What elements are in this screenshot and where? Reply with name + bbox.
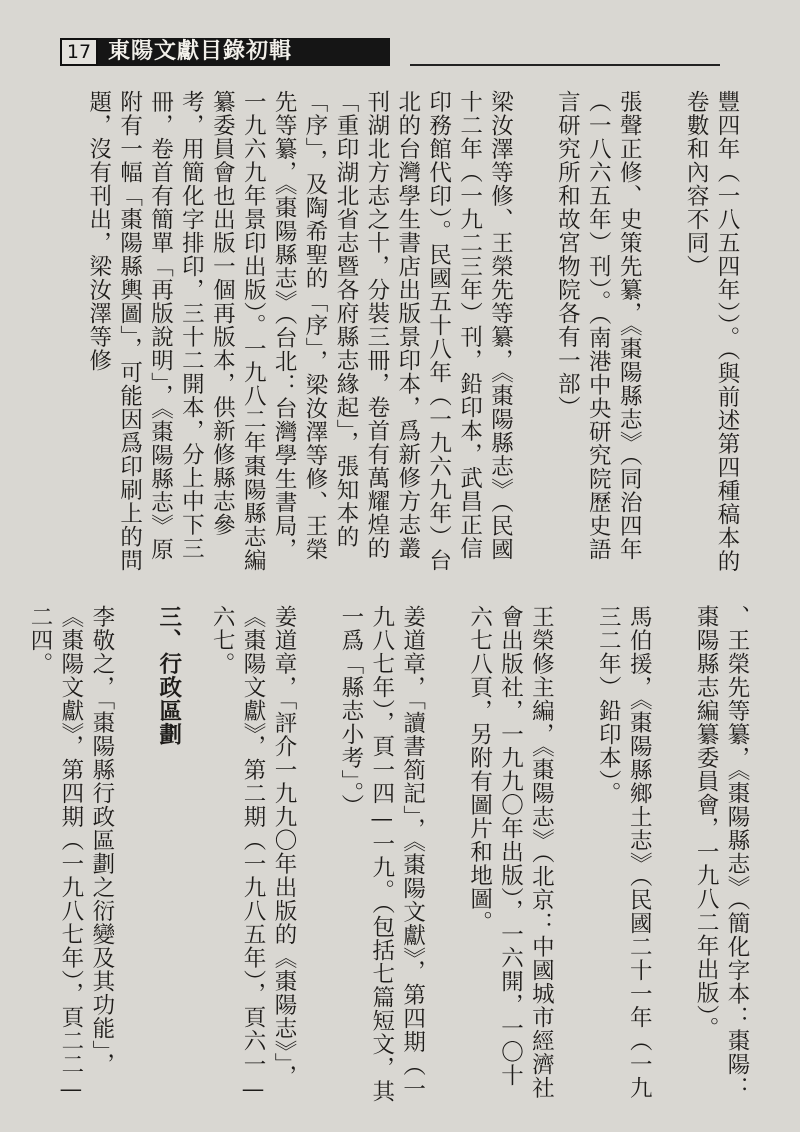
page-number: 17 [60,38,98,66]
paragraph: 、王榮先等纂，《棗陽縣志》（簡化字本：棗陽：棗陽縣志編纂委員會，一九八二年出版）。 [693,605,750,1100]
paragraph: 豐四年（一八五四年））。（與前述第四種稿本的卷數和內容不同） [683,90,740,574]
paragraph: 王榮修主編，《棗陽志》（北京：中國城市經濟社會出版社，一九九〇年出版），一六開，一〇十六七八頁，另附有圖片和地圖。 [466,605,555,1100]
bottom-text-block [0,605,752,1105]
header-rule [410,64,720,66]
page-header [60,38,720,68]
running-title: 東陽文獻目錄初輯 [98,38,390,66]
paragraph: 李敬之，「棗陽縣行政區劃之衍變及其功能」，《棗陽文獻》，第四期（一九八七年），頁二二—二四。 [27,605,115,1103]
paragraph [0,605,24,1105]
paragraph: 梁汝澤等修、王榮先等纂，《棗陽縣志》（民國十二年（一九二三年）刊，鉛印本，武昌正信印務館代印）。民國五十八年（一九六九年）台北的台灣學生書店出版景印本，爲新修方志叢刊湖北方志之十，分裝三冊，卷首有萬耀煌的「重印湖北省志暨各府縣志緣起」，張知本的「序」，及陶希聖的「序」，梁汝澤等修、王榮先等纂，《棗陽縣志》（台北：台灣學生書局，一九六九年景印出版）。一九八二年棗陽縣志編纂委員會也出版一個再版本，供新修縣志參考，用簡化字排印，三十二開本，分上中下三冊，卷首有簡單「再版說明」，《棗陽縣志》原附有一幅「棗陽縣輿圖」，可能因爲印刷上的問題，沒有刊出，梁汝澤等修 [85,90,514,573]
section-heading: 三、行政區劃 [155,605,182,746]
paragraph: 張聲正修、史策先纂，《棗陽縣志》（同治四年（一八六五年）刊）。（南港中央研究院歷史語言研究所和故宮物院各有一部） [554,90,643,561]
paragraph: 姜道章，「評介一九九〇年出版的《棗陽志》」，《棗陽文獻》，第二期（一九八五年），頁六一—六七。 [209,605,297,1103]
paragraph: 馬伯援，《棗陽縣鄉土志》（民國二十一年（一九三二年）鉛印本）。 [595,605,653,1100]
paragraph: 姜道章，「讀書箚記」，《棗陽文獻》，第四期（一九八七年），頁一四—一九。（包括七篇短文，其一爲「縣志小考」。） [337,605,426,1103]
top-text-block [83,90,742,580]
